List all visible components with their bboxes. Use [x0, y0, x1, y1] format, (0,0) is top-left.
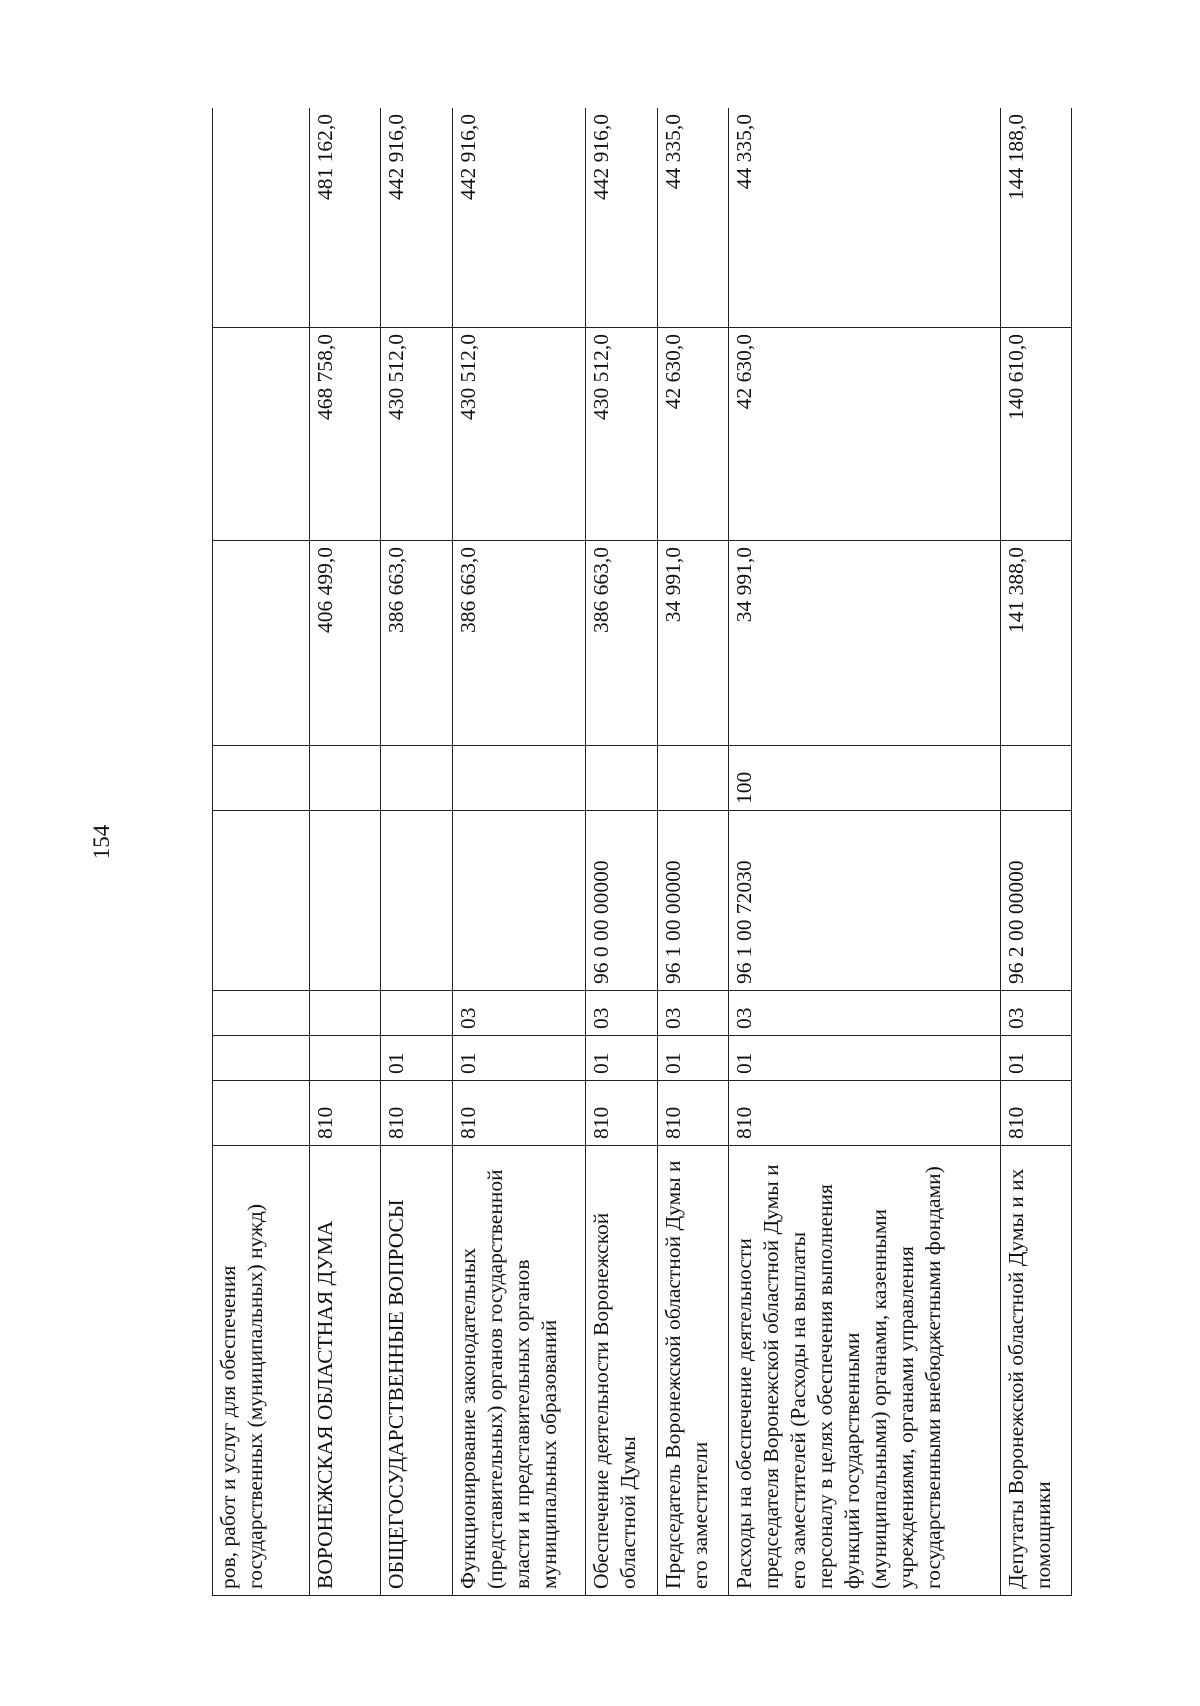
cell-amount-year3: 442 916,0 [452, 108, 586, 328]
cell-amount-year2: 430 512,0 [586, 328, 657, 541]
cell-section: 01 [728, 1036, 1000, 1081]
table-row [213, 108, 310, 1596]
cell-amount-year1 [213, 541, 310, 746]
cell-amount-year1: 141 388,0 [1000, 541, 1071, 746]
cell-gov-code: 810 [586, 1081, 657, 1146]
cell-amount-year3: 442 916,0 [381, 108, 452, 328]
cell-target-item [310, 811, 381, 991]
cell-gov-code [213, 1081, 310, 1146]
cell-subsection: 03 [452, 991, 586, 1036]
cell-subsection: 03 [1000, 991, 1071, 1036]
cell-expense-type [1000, 746, 1071, 811]
cell-amount-year1: 34 991,0 [657, 541, 728, 746]
cell-expense-type [381, 746, 452, 811]
cell-expense-type [310, 746, 381, 811]
table-row [452, 108, 586, 1596]
cell-expense-type [586, 746, 657, 811]
cell-amount-year3: 481 162,0 [310, 108, 381, 328]
cell-expense-type: 100 [728, 746, 1000, 811]
cell-target-item [213, 811, 310, 991]
cell-target-item [381, 811, 452, 991]
table-row [728, 108, 1000, 1596]
cell-subsection: 03 [586, 991, 657, 1036]
cell-subsection [213, 991, 310, 1036]
cell-target-item: 96 1 00 00000 [657, 811, 728, 991]
cell-subsection: 03 [657, 991, 728, 1036]
cell-amount-year3: 44 335,0 [728, 108, 1000, 328]
cell-section: 01 [586, 1036, 657, 1081]
cell-name: Расходы на обеспечение деятельности председателя Воронежской областной Думы и его заместителей (Расходы на выплаты персоналу в целях обеспечения выполнения функций государственными (муниципальными) органами, казенными учреждениями, органами управления государственными внебюджетными фондами) [728, 1146, 1000, 1596]
cell-section: 01 [381, 1036, 452, 1081]
cell-amount-year2: 42 630,0 [728, 328, 1000, 541]
table-row [586, 108, 657, 1596]
cell-section: 01 [452, 1036, 586, 1081]
cell-expense-type [213, 746, 310, 811]
table-row [1000, 108, 1071, 1596]
page-number: 154 [89, 824, 114, 860]
cell-amount-year3: 144 188,0 [1000, 108, 1071, 328]
cell-amount-year2: 140 610,0 [1000, 328, 1071, 541]
cell-amount-year2: 430 512,0 [381, 328, 452, 541]
cell-section: 01 [1000, 1036, 1071, 1081]
cell-name: ВОРОНЕЖСКАЯ ОБЛАСТНАЯ ДУМА [310, 1146, 381, 1596]
cell-amount-year1: 386 663,0 [452, 541, 586, 746]
cell-section: 01 [657, 1036, 728, 1081]
cell-amount-year2 [213, 328, 310, 541]
table-row [657, 108, 728, 1596]
cell-expense-type [657, 746, 728, 811]
cell-name: ОБЩЕГОСУДАРСТВЕННЫЕ ВОПРОСЫ [381, 1146, 452, 1596]
budget-table [212, 108, 1072, 1596]
cell-amount-year3: 44 335,0 [657, 108, 728, 328]
cell-amount-year1: 386 663,0 [381, 541, 452, 746]
cell-target-item: 96 0 00 00000 [586, 811, 657, 991]
cell-gov-code: 810 [452, 1081, 586, 1146]
cell-gov-code: 810 [1000, 1081, 1071, 1146]
cell-subsection [310, 991, 381, 1036]
budget-table-body [213, 108, 1072, 1596]
cell-name: Обеспечение деятельности Воронежской областной Думы [586, 1146, 657, 1596]
cell-gov-code: 810 [657, 1081, 728, 1146]
cell-name: Депутаты Воронежской областной Думы и их помощники [1000, 1146, 1071, 1596]
cell-name: ров, работ и услуг для обеспечения государственных (муниципальных) нужд) [213, 1146, 310, 1596]
cell-gov-code: 810 [381, 1081, 452, 1146]
cell-amount-year3: 442 916,0 [586, 108, 657, 328]
cell-expense-type [452, 746, 586, 811]
cell-name: Функционирование законодательных (представительных) органов государственной власти и представительных органов муниципальных образований [452, 1146, 586, 1596]
cell-amount-year1: 406 499,0 [310, 541, 381, 746]
cell-subsection [381, 991, 452, 1036]
rotated-table-container [212, 108, 1072, 1596]
cell-subsection: 03 [728, 991, 1000, 1036]
table-row [381, 108, 452, 1596]
cell-gov-code: 810 [728, 1081, 1000, 1146]
cell-name: Председатель Воронежской областной Думы и его заместители [657, 1146, 728, 1596]
cell-gov-code: 810 [310, 1081, 381, 1146]
cell-target-item [452, 811, 586, 991]
cell-section [213, 1036, 310, 1081]
cell-section [310, 1036, 381, 1081]
cell-target-item: 96 1 00 72030 [728, 811, 1000, 991]
cell-target-item: 96 2 00 00000 [1000, 811, 1071, 991]
rotated-page-area [212, 108, 1072, 1596]
cell-amount-year2: 430 512,0 [452, 328, 586, 541]
cell-amount-year2: 42 630,0 [657, 328, 728, 541]
cell-amount-year1: 386 663,0 [586, 541, 657, 746]
cell-amount-year1: 34 991,0 [728, 541, 1000, 746]
table-row [310, 108, 381, 1596]
cell-amount-year2: 468 758,0 [310, 328, 381, 541]
cell-amount-year3 [213, 108, 310, 328]
